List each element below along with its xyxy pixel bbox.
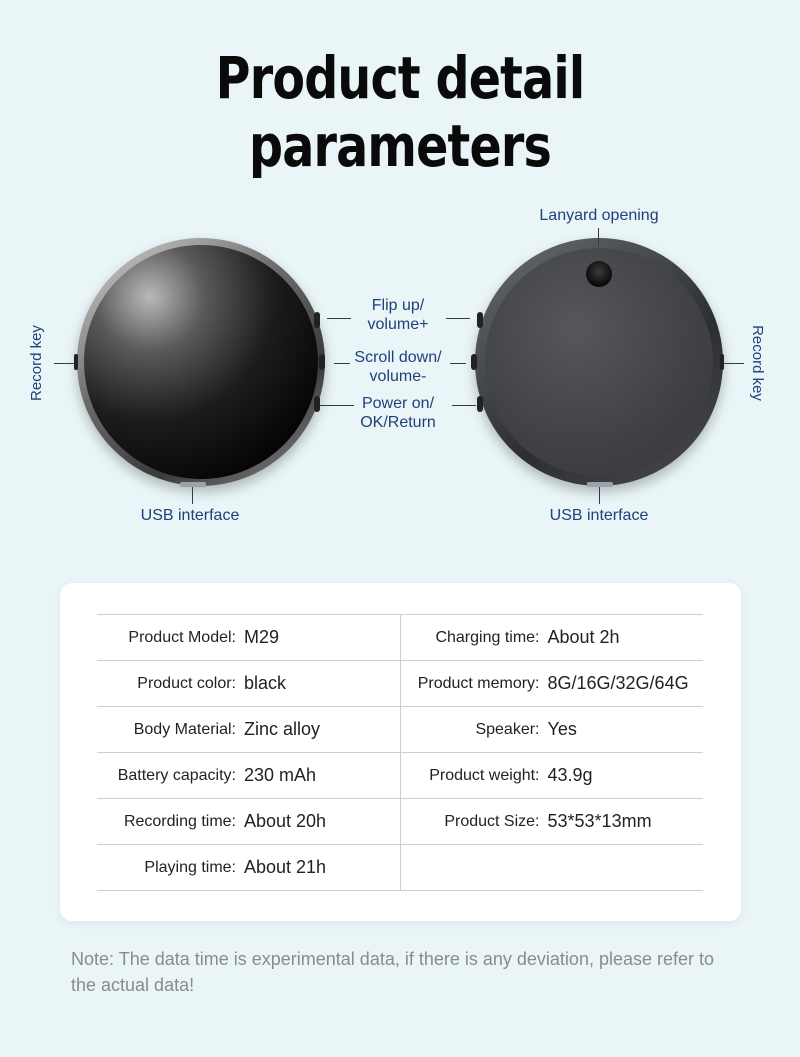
spec-cell	[97, 661, 400, 706]
spec-label: Playing time:	[144, 858, 236, 876]
spec-cell	[97, 845, 400, 890]
usb-line-right	[599, 487, 600, 504]
spec-cell	[400, 799, 704, 844]
record-line-right	[724, 363, 744, 364]
spec-cell	[400, 707, 704, 752]
page-title: Product detail parameters	[215, 44, 585, 180]
spec-label: Product color:	[137, 674, 236, 692]
spec-cell-empty	[400, 845, 704, 890]
spec-cell	[97, 753, 400, 798]
device-front-screen	[84, 245, 318, 479]
spec-row	[97, 753, 703, 799]
usb-port-back	[587, 482, 613, 487]
spec-cell	[400, 615, 704, 660]
spec-cell	[97, 707, 400, 752]
record-button-back	[720, 354, 724, 370]
spec-cell	[97, 615, 400, 660]
spec-label: Battery capacity:	[117, 766, 236, 784]
spec-cell	[400, 661, 704, 706]
record-label-right: Record key	[749, 325, 766, 401]
spec-card	[60, 583, 741, 921]
power-label: Power on/ OK/Return	[360, 395, 436, 431]
spec-row	[97, 615, 703, 661]
record-button-front	[74, 354, 78, 370]
spec-value: Zinc alloy	[244, 719, 321, 739]
flip-up-label: Flip up/ volume+	[367, 297, 429, 333]
power-button-back	[477, 396, 483, 412]
spec-cell	[400, 753, 704, 798]
spec-label: Speaker:	[475, 720, 540, 738]
spec-label: Product Size:	[444, 812, 540, 830]
spec-value: 53*53*13mm	[547, 811, 652, 831]
spec-value: Yes	[547, 719, 577, 739]
record-label-left: Record key	[28, 325, 45, 401]
flip-up-button-front	[314, 312, 320, 328]
device-back-image	[475, 238, 723, 486]
record-line-left	[54, 363, 74, 364]
spec-cell	[97, 799, 400, 844]
spec-value: About 21h	[244, 857, 327, 877]
scroll-down-button-back	[471, 354, 477, 370]
spec-label: Product Model:	[128, 628, 236, 646]
power-button-front	[314, 396, 320, 412]
spec-row	[97, 661, 703, 707]
flip-up-button-back	[477, 312, 483, 328]
spec-row	[97, 845, 703, 891]
usb-label-right: USB interface	[549, 507, 649, 524]
scroll-down-label: Scroll down/ volume-	[354, 349, 442, 385]
lanyard-hole	[586, 261, 612, 287]
spec-row	[97, 799, 703, 845]
spec-value: About 20h	[244, 811, 327, 831]
usb-line-left	[192, 487, 193, 504]
spec-label: Product memory:	[417, 674, 540, 692]
usb-port-front	[180, 482, 206, 487]
spec-label: Body Material:	[133, 720, 236, 738]
scroll-down-button-front	[319, 354, 325, 370]
spec-label: Charging time:	[435, 628, 540, 646]
lanyard-label: Lanyard opening	[539, 207, 659, 224]
spec-value: black	[244, 673, 287, 693]
device-front-image	[77, 238, 325, 486]
spec-value: 8G/16G/32G/64G	[547, 673, 689, 693]
spec-label: Product weight:	[429, 766, 540, 784]
footnote: Note: The data time is experimental data, if there is any deviation, please refer to the actual data!	[71, 949, 715, 995]
lanyard-callout-line	[598, 228, 599, 246]
spec-value: 230 mAh	[244, 765, 317, 785]
spec-value: 43.9g	[547, 765, 593, 785]
spec-label: Recording time:	[123, 812, 236, 830]
usb-label-left: USB interface	[140, 507, 240, 524]
spec-value: About 2h	[547, 627, 620, 647]
spec-table	[97, 614, 703, 891]
spec-value: M29	[244, 627, 280, 647]
spec-row	[97, 707, 703, 753]
